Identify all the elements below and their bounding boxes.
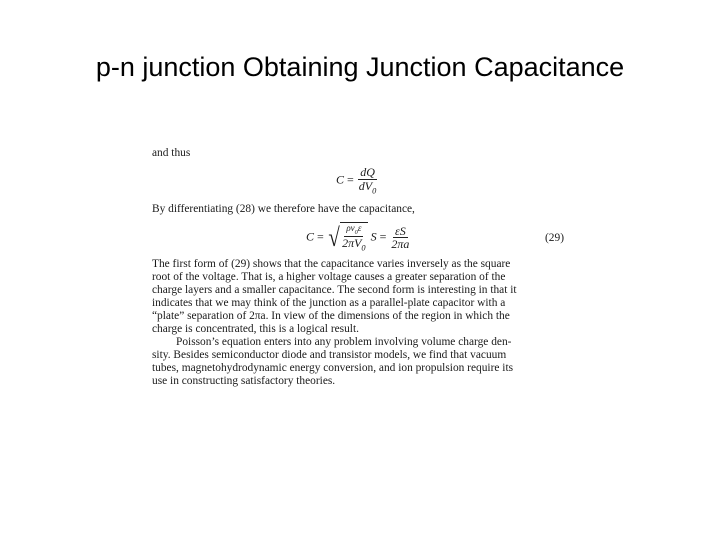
eq2-sqrt-denominator: $2\pi V_0$ [342, 236, 366, 253]
paragraph-1-line: indicates that we may think of the junction as a parallel-plate capacitor with a [152, 297, 506, 309]
eq2-factor: S [370, 229, 377, 244]
equation-number: (29) [545, 232, 564, 244]
eq2-equals-1: = [317, 229, 324, 244]
eq2-lhs: C [306, 229, 315, 244]
eq1-lhs: C [336, 172, 345, 187]
paragraph-1-line: root of the voltage. That is, a higher voltage causes a greater separation of the [152, 271, 506, 283]
paragraph-1-line: “plate” separation of 2πa. In view of the dimensions of the region in which the [152, 310, 510, 322]
slide-title: p-n junction Obtaining Junction Capacitance [95, 52, 625, 82]
paragraph-2-line: Poisson’s equation enters into any problem involving volume charge den- [176, 336, 512, 348]
paragraph-1-line: charge layers and a smaller capacitance. The second form is interesting in that it [152, 284, 517, 296]
paragraph-1-line: charge is concentrated, this is a logical result. [152, 323, 359, 335]
eq2-fraction [389, 225, 411, 251]
paragraph-1-line: The first form of (29) shows that the capacitance varies inversely as the square [152, 258, 511, 270]
eq2-equals-2: = [379, 229, 387, 244]
intro-text: and thus [152, 147, 191, 159]
equation-1 [336, 166, 378, 196]
eq1-denominator: $dV_0$ [358, 178, 377, 195]
sqrt-symbol: √ [328, 222, 340, 252]
eq2-frac-numerator: εS [395, 223, 406, 238]
eq1-fraction [357, 166, 379, 196]
eq2-sqrt-numerator: $\rho v_0\varepsilon$ [346, 223, 362, 236]
eq1-numerator: dQ [360, 165, 375, 179]
eq2-sqrt [327, 222, 368, 254]
textbook-excerpt [150, 140, 570, 400]
paragraph-2-line: sity. Besides semiconductor diode and transistor models, we find that vacuum [152, 349, 507, 361]
paragraph-2-line: use in constructing satisfactory theories. [152, 375, 336, 387]
eq1-equals: = [347, 172, 354, 187]
eq2-frac-denominator: 2πa [391, 237, 410, 252]
lead-in-text: By differentiating (28) we therefore have the capacitance, [152, 203, 415, 215]
equation-2 [306, 222, 411, 254]
paragraph-2-line: tubes, magnetohydrodynamic energy conversion, and ion propulsion require its [152, 362, 514, 374]
